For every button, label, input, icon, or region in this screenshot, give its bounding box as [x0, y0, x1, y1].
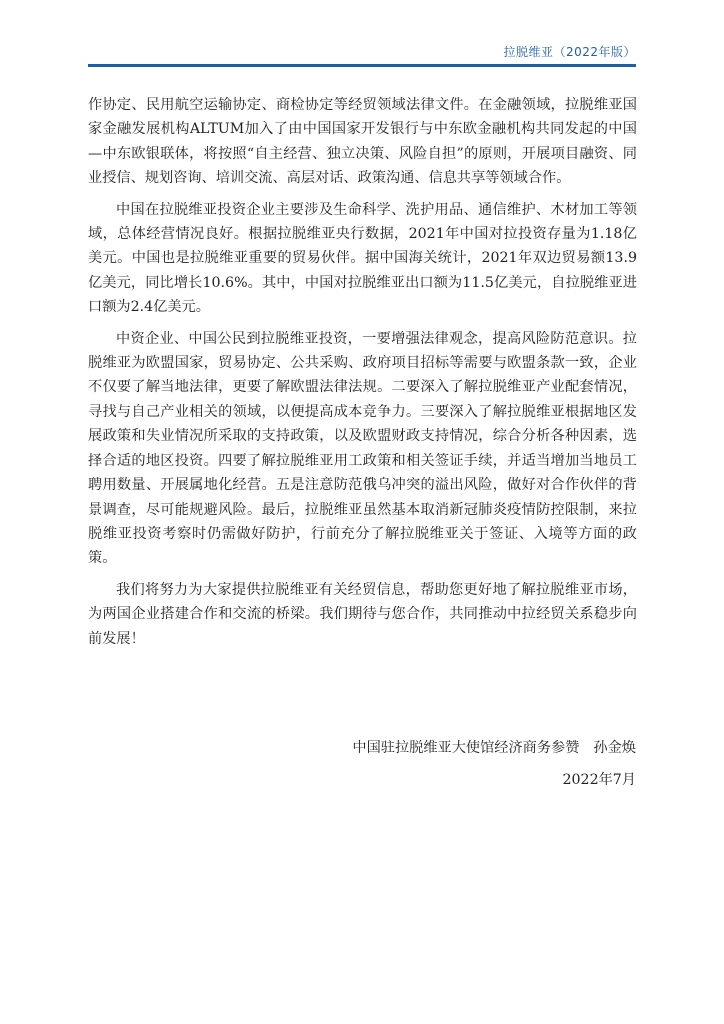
running-header-title: 拉脱维亚（2022年版） — [503, 45, 636, 59]
signature-name: 孙金焕 — [593, 740, 636, 756]
paragraph-advice: 中资企业、中国公民到拉脱维亚投资，一要增强法律观念，提高风险防范意识。拉脱维亚为欧盟国家，贸易协定、公共采购、政府项目招标等需要与欧盟条款一致，企业不仅要了解当地法律，更要了解欧盟法律法规。二要深入了解拉脱维亚产业配套情况，寻找与自己产业相关的领域，以便提高成本竞争力。三要深入了解拉脱维亚根据地区发展政策和失业情况所采取的支持政策，以及欧盟财政支持情况，综合分析各种因素，选择合适的地区投资。四要了解拉脱维亚用工政策和相关签证手续，并适当增加当地员工聘用数量、开展属地化经营。五是注意防范俄乌冲突的溢出风险，做好对合作伙伴的背景调查，尽可能规避风险。最后，拉脱维亚虽然基本取消新冠肺炎疫情防控限制，来拉脱维亚投资考察时仍需做好防护，行前充分了解拉脱维亚关于签证、入境等方面的政策。 — [88, 330, 637, 567]
paragraph-investment: 中国在拉脱维亚投资企业主要涉及生命科学、洗护用品、通信维护、木材加工等领域，总体经营情况良好。根据拉脱维亚央行数据，2021年中国对拉投资存量为1.18亿美元。中国也是拉脱维亚重要的贸易伙伴。据中国海关统计，2021年双边贸易额13.9亿美元，同比增长10.6%。其中，中国对拉脱维亚出口额为11.5亿美元，自拉脱维亚进口额为2.4亿美元。 — [88, 201, 637, 316]
paragraph-closing: 我们将努力为大家提供拉脱维亚有关经贸信息，帮助您更好地了解拉脱维亚市场，为两国企业搭建合作和交流的桥梁。我们期待与您合作，共同推动中拉经贸关系稳步向前发展！ — [88, 581, 637, 647]
document-body — [88, 93, 637, 651]
paragraph-continuation: 作协定、民用航空运输协定、商检协定等经贸领域法律文件。在金融领域，拉脱维亚国家金融发展机构ALTUM加入了由中国国家开发银行与中东欧金融机构共同发起的中国—中东欧银联体，将按照“自主经营、独立决策、风险自担”的原则，开展项目融资、同业授信、规划咨询、培训交流、高层对话、政策沟通、信息共享等领域合作。 — [88, 97, 637, 187]
signature-line — [352, 736, 636, 760]
signature-organization: 中国驻拉脱维亚大使馆经济商务参赞 — [352, 740, 580, 756]
signature-date: 2022年7月 — [562, 772, 636, 788]
page-header — [88, 38, 636, 67]
signature-block — [352, 736, 636, 792]
